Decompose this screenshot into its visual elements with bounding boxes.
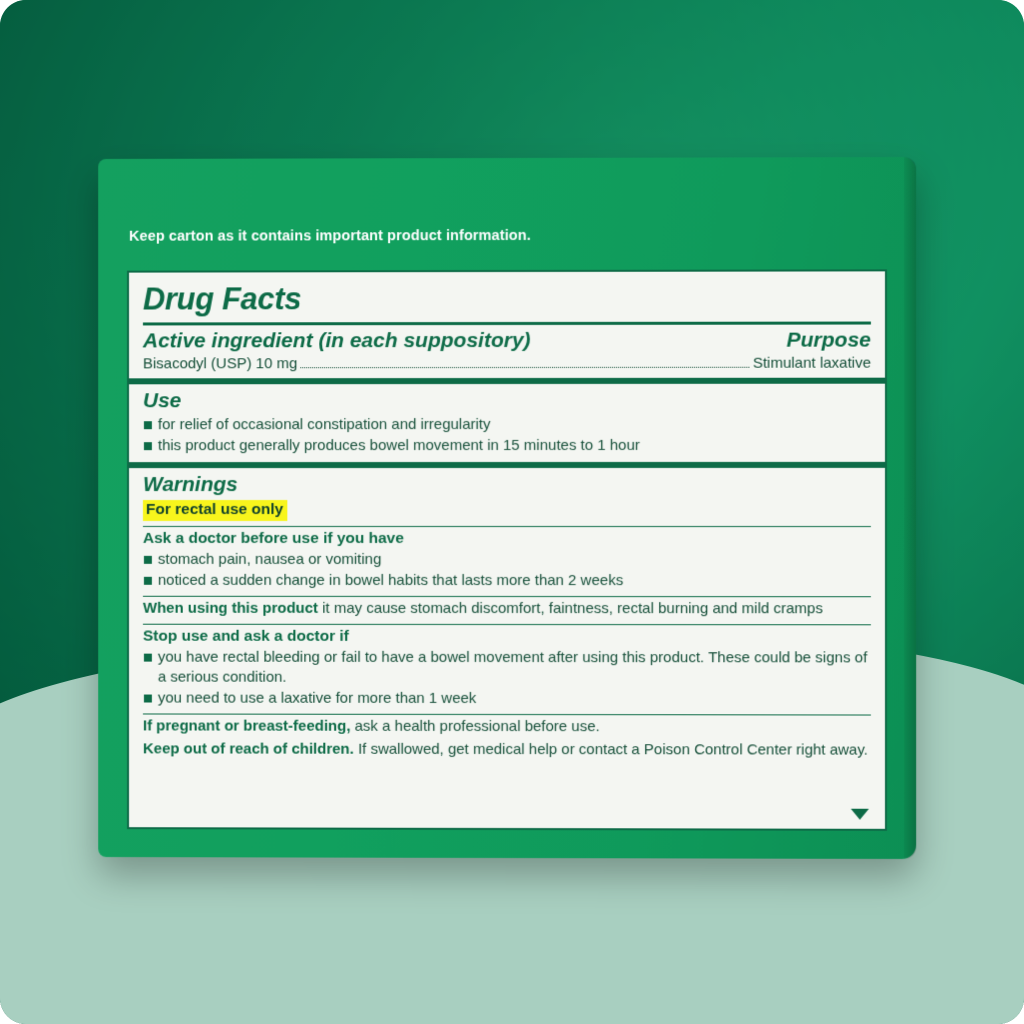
active-ingredient-name: Bisacodyl (USP) 10 mg — [142, 355, 298, 373]
children-heading: Keep out of reach of children. — [142, 739, 354, 758]
when-using-text: it may cause stomach discomfort, faintness, rectal burning and mild cramps — [322, 600, 823, 618]
rectal-use-only-highlight: For rectal use only — [143, 500, 287, 521]
use-list — [129, 415, 885, 456]
active-ingredient-purpose: Stimulant laxative — [752, 354, 871, 372]
purpose-heading: Purpose — [786, 328, 871, 352]
children-text: If swallowed, get medical help or contact a Poison Control Center right away. — [358, 740, 868, 759]
ask-doctor-list — [129, 550, 885, 591]
leader-dots — [300, 366, 749, 368]
drug-facts-title: Drug Facts — [142, 281, 302, 317]
list-item: for relief of occasional constipation and irregularity — [143, 415, 871, 435]
active-ingredient-heading: Active ingredient (in each suppository) — [142, 328, 531, 353]
carton-top-note: Keep carton as it contains important product information. — [129, 227, 531, 245]
list-item: stomach pain, nausea or vomiting — [143, 550, 871, 570]
list-item: noticed a sudden change in bowel habits that lasts more than 2 weeks — [143, 571, 871, 591]
stop-use-list — [129, 648, 885, 710]
pregnant-paragraph — [129, 715, 885, 738]
active-ingredient-header-row — [129, 325, 885, 354]
drug-facts-panel — [127, 269, 887, 830]
pregnant-text: ask a health professional before use. — [354, 718, 600, 736]
continue-down-triangle-icon — [851, 809, 869, 820]
list-item: you have rectal bleeding or fail to have a bowel movement after using this product. These could be signs of a serious condition. — [143, 648, 871, 689]
list-item: you need to use a laxative for more than 1 week — [143, 689, 871, 710]
use-heading: Use — [142, 389, 182, 413]
stop-use-heading: Stop use and ask a doctor if — [142, 628, 349, 646]
when-using-heading: When using this product — [142, 599, 319, 617]
when-using-paragraph — [129, 597, 885, 620]
product-carton — [98, 157, 916, 859]
active-ingredient-row — [129, 353, 885, 373]
pregnant-heading: If pregnant or breast-feeding, — [142, 717, 351, 736]
list-item: this product generally produces bowel movement in 15 minutes to 1 hour — [143, 436, 871, 456]
carton-right-edge — [904, 157, 916, 859]
warnings-heading: Warnings — [142, 472, 238, 496]
children-paragraph — [129, 737, 885, 760]
ask-doctor-heading: Ask a doctor before use if you have — [142, 530, 404, 548]
